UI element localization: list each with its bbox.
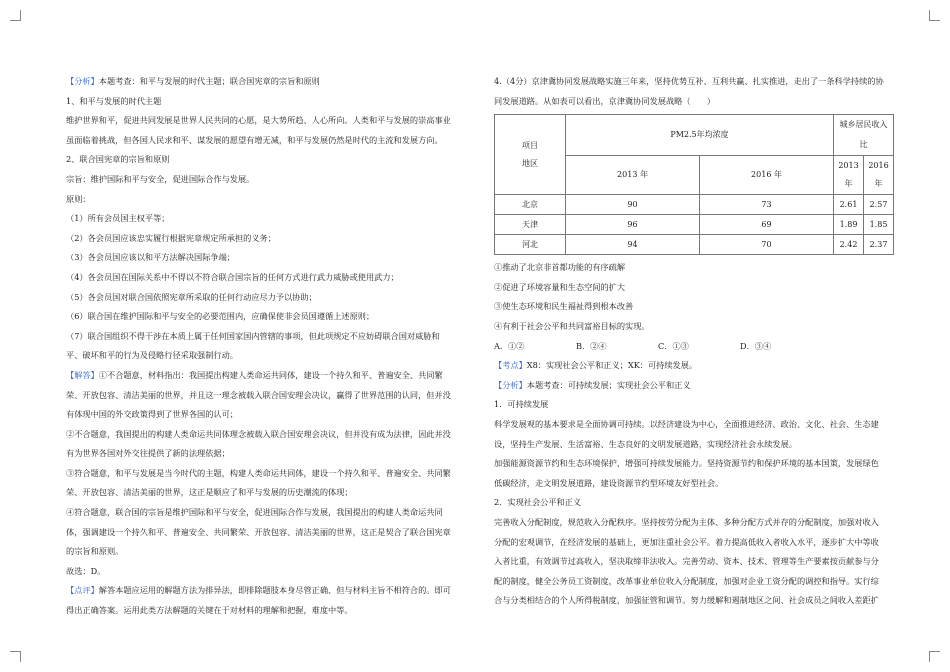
principle-line: （7）联合国组织不得干涉在本质上属于任何国家国内管辖的事项，但此项规定不应妨碍联合国对威胁和 bbox=[66, 330, 440, 341]
crop-mark-bottom-left bbox=[10, 651, 21, 662]
region-cell: 天津 bbox=[495, 215, 566, 235]
text-line: 的宗旨和原则。 bbox=[66, 546, 124, 557]
pm25-income-table bbox=[494, 114, 894, 255]
text-line: ②不合题意，我国提出的构建人类命运共同体理念被载入联合国安理会决议，但并没有成为法律，因此并没 bbox=[66, 428, 451, 439]
pm25-header: PM2.5年均浓度 bbox=[566, 115, 834, 156]
text-line: ④符合题意，联合国的宗旨是维护国际和平与安全，促进国际合作与发展，我国提出的构建人类命运共同 bbox=[66, 507, 443, 518]
text-line: 科学发展观的基本要求是全面协调可持续。以经济建设为中心，全面推进经济、政治、文化、社会、生态建 bbox=[494, 418, 879, 429]
income-2016-cell: 2.37 bbox=[864, 235, 894, 255]
region-cell: 河北 bbox=[495, 235, 566, 255]
answer-choice-line: 故选：D。 bbox=[66, 565, 106, 576]
option-c: C．①③ bbox=[658, 340, 689, 351]
analysis-heading-line: 【分析】本题考查：和平与发展的时代主题；联合国宪章的宗旨和原则 bbox=[66, 76, 320, 86]
analysis-heading-line: 【分析】本题考查：可持续发展；实现社会公平和正义 bbox=[494, 379, 691, 390]
text-line: 原则： bbox=[66, 193, 91, 204]
statement-line: ②促进了环境容量和生态空间的扩大 bbox=[494, 281, 626, 292]
table-row bbox=[495, 235, 894, 255]
right-column bbox=[494, 72, 894, 611]
statement-line: ③使生态环境和民生福祉得到根本改善 bbox=[494, 301, 634, 312]
income-2016-cell: 2.57 bbox=[864, 195, 894, 215]
option-a: A．①② bbox=[494, 340, 525, 351]
question-stem-line: 4.（4分）京津冀协同发展战略实施三年来，坚持优势互补、互利共赢、扎实推进，走出了一条科学持续的协 bbox=[494, 76, 884, 86]
text-line: 维护世界和平，促进共同发展是世界人民共同的心愿，是大势所趋、人心所向。人类和平与发展的崇高事业 bbox=[66, 115, 451, 126]
text-line: 入者比重，有效调节过高收入，坚决取缔非法收入。完善劳动、资本、技术、管理等生产要素按贡献参与分 bbox=[494, 556, 879, 567]
analysis-tag: 【分析】 bbox=[494, 379, 527, 390]
principle-line: （5）各会员国对联合国依照宪章所采取的任何行动应尽力予以协助； bbox=[66, 291, 317, 302]
statement-line: ①推动了北京非首都功能的有序疏解 bbox=[494, 262, 626, 273]
income-ratio-header: 城乡居民收入 比 bbox=[834, 115, 894, 156]
pm-2013-cell: 94 bbox=[566, 235, 700, 255]
text-line: 2、联合国宪章的宗旨和原则 bbox=[66, 154, 170, 165]
project-region-header: 项目 地区 bbox=[495, 115, 566, 195]
pm-2016-cell: 69 bbox=[700, 215, 834, 235]
income-2016-cell: 1.85 bbox=[864, 215, 894, 235]
year-2013-header: 2013 年 bbox=[566, 156, 700, 195]
text-line: 荣、开放包容、清洁美丽的世界，这正是顺应了和平与发展的历史潮流的体现； bbox=[66, 487, 353, 498]
text-line: 宗旨：维护国际和平与安全，促进国际合作与发展。 bbox=[66, 173, 255, 184]
kaodian-tag: 【考点】 bbox=[494, 360, 527, 371]
table-row bbox=[495, 195, 894, 215]
question-stem-line: 同发展道路。从如表可以看出，京津冀协同发展战略（ ） bbox=[494, 95, 716, 106]
text-line: 加强能源资源节约和生态环境保护，增强可持续发展能力。坚持资源节约和保护环境的基本国策，发展绿色 bbox=[494, 458, 879, 469]
text-line: 有体现中国的外交政策得到了世界各国的认可； bbox=[66, 409, 238, 420]
text-line: 配的制度，健全公务员工资制度，改革事业单位收入分配制度，加强对企业工资分配的调控和指导。实行综 bbox=[494, 575, 879, 586]
text-line: 体，强调建设一个持久和平、普遍安全、共同繁荣、开放包容、清洁美丽的世界，这正是契合了联合国宪章 bbox=[66, 526, 451, 537]
text-line: 荣、开放包容、清洁美丽的世界，并且这一理念被载入联合国安理会决议，赢得了世界范围的认同，但并没 bbox=[66, 389, 451, 400]
text-line: 得出正确答案。运用此类方法解题的关键在于对材料的理解和把握，难度中等。 bbox=[66, 605, 353, 616]
text-line: 1、和平与发展的时代主题 bbox=[66, 95, 162, 106]
crop-mark-top-right bbox=[929, 10, 940, 21]
income-2013-cell: 2.61 bbox=[834, 195, 864, 215]
comment-tag: 【点评】 bbox=[66, 585, 99, 596]
text-line: 分配的宏观调节，在经济发展的基础上，更加注重社会公平。着力提高低收入者收入水平，逐步扩大中等收 bbox=[494, 536, 879, 547]
principle-line: （4）各会员国在国际关系中不得以不符合联合国宗旨的任何方式进行武力威胁或使用武力； bbox=[66, 271, 399, 282]
pm-2016-cell: 70 bbox=[700, 235, 834, 255]
text-line: 合与分类相结合的个人所得税制度，加强征管和调节。努力缓解和遏制地区之间、社会成员之间收入差距扩 bbox=[494, 595, 879, 606]
principle-line: （2）各会员国应该忠实履行根据宪章规定所承担的义务； bbox=[66, 232, 276, 243]
option-d: D．③④ bbox=[740, 340, 772, 351]
crop-mark-bottom-right bbox=[929, 651, 940, 662]
left-column bbox=[66, 72, 470, 621]
crop-mark-top-left bbox=[10, 10, 21, 21]
comment-heading-line: 【点评】解答本题应运用的解题方法为排异法，即排除题肢本身尽管正确、但与材料主旨不相符合的。即可 bbox=[66, 585, 451, 596]
principle-line: （6）联合国在维护国际和平与安全的必要范围内，应确保使非会员国遵循上述原则； bbox=[66, 311, 375, 322]
income-2013-cell: 1.89 bbox=[834, 215, 864, 235]
table-row bbox=[495, 215, 894, 235]
text-line: 完善收入分配制度，规范收入分配秩序。坚持按劳分配为主体、多种分配方式并存的分配制度，加强对收入 bbox=[494, 516, 879, 527]
principle-line: （3）各会员国应该以和平方法解决国际争端； bbox=[66, 252, 235, 263]
text-line: 1．可持续发展 bbox=[494, 399, 549, 410]
principle-line: （1）所有会员国主权平等； bbox=[66, 213, 170, 224]
pm-2013-cell: 96 bbox=[566, 215, 700, 235]
answer-options bbox=[494, 337, 894, 357]
income-year-2013-header: 2013 年 bbox=[834, 156, 864, 195]
answer-heading-line: 【解答】①不合题意，材料指出：我国提出构建人类命运共同体，建设一个持久和平、普遍安全、共同繁 bbox=[66, 369, 443, 380]
option-b: B．②④ bbox=[576, 340, 607, 351]
income-2013-cell: 2.42 bbox=[834, 235, 864, 255]
text-line: 2．实现社会公平和正义 bbox=[494, 497, 582, 508]
year-2016-header: 2016 年 bbox=[700, 156, 834, 195]
region-cell: 北京 bbox=[495, 195, 566, 215]
pm-2016-cell: 73 bbox=[700, 195, 834, 215]
text-line: 设，坚持生产发展、生活富裕、生态良好的文明发展道路，实现经济社会永续发展。 bbox=[494, 438, 797, 449]
text-line: 有为世界各国对外交往提供了新的法理依据； bbox=[66, 448, 230, 459]
kaodian-line: 【考点】X8：实现社会公平和正义；XK：可持续发展。 bbox=[494, 360, 698, 371]
text-line: 平、破坏和平的行为及侵略行径采取强制行动。 bbox=[66, 350, 238, 361]
text-line: 低碳经济，走文明发展道路，建设资源节约型环境友好型社会。 bbox=[494, 477, 724, 488]
answer-tag: 【解答】 bbox=[66, 369, 99, 380]
income-year-2016-header: 2016 年 bbox=[864, 156, 894, 195]
analysis-tag: 【分析】 bbox=[66, 76, 99, 86]
text-line: 虽面临着挑战，但各国人民求和平、谋发展的愿望有增无减，和平与发展仍然是时代的主流和发展方向。 bbox=[66, 134, 443, 145]
pm-2013-cell: 90 bbox=[566, 195, 700, 215]
statement-line: ④有利于社会公平和共同富裕目标的实现。 bbox=[494, 320, 650, 331]
text-line: ③符合题意，和平与发展是当今时代的主题，构建人类命运共同体，建设一个持久和平、普遍安全、共同繁 bbox=[66, 467, 451, 478]
